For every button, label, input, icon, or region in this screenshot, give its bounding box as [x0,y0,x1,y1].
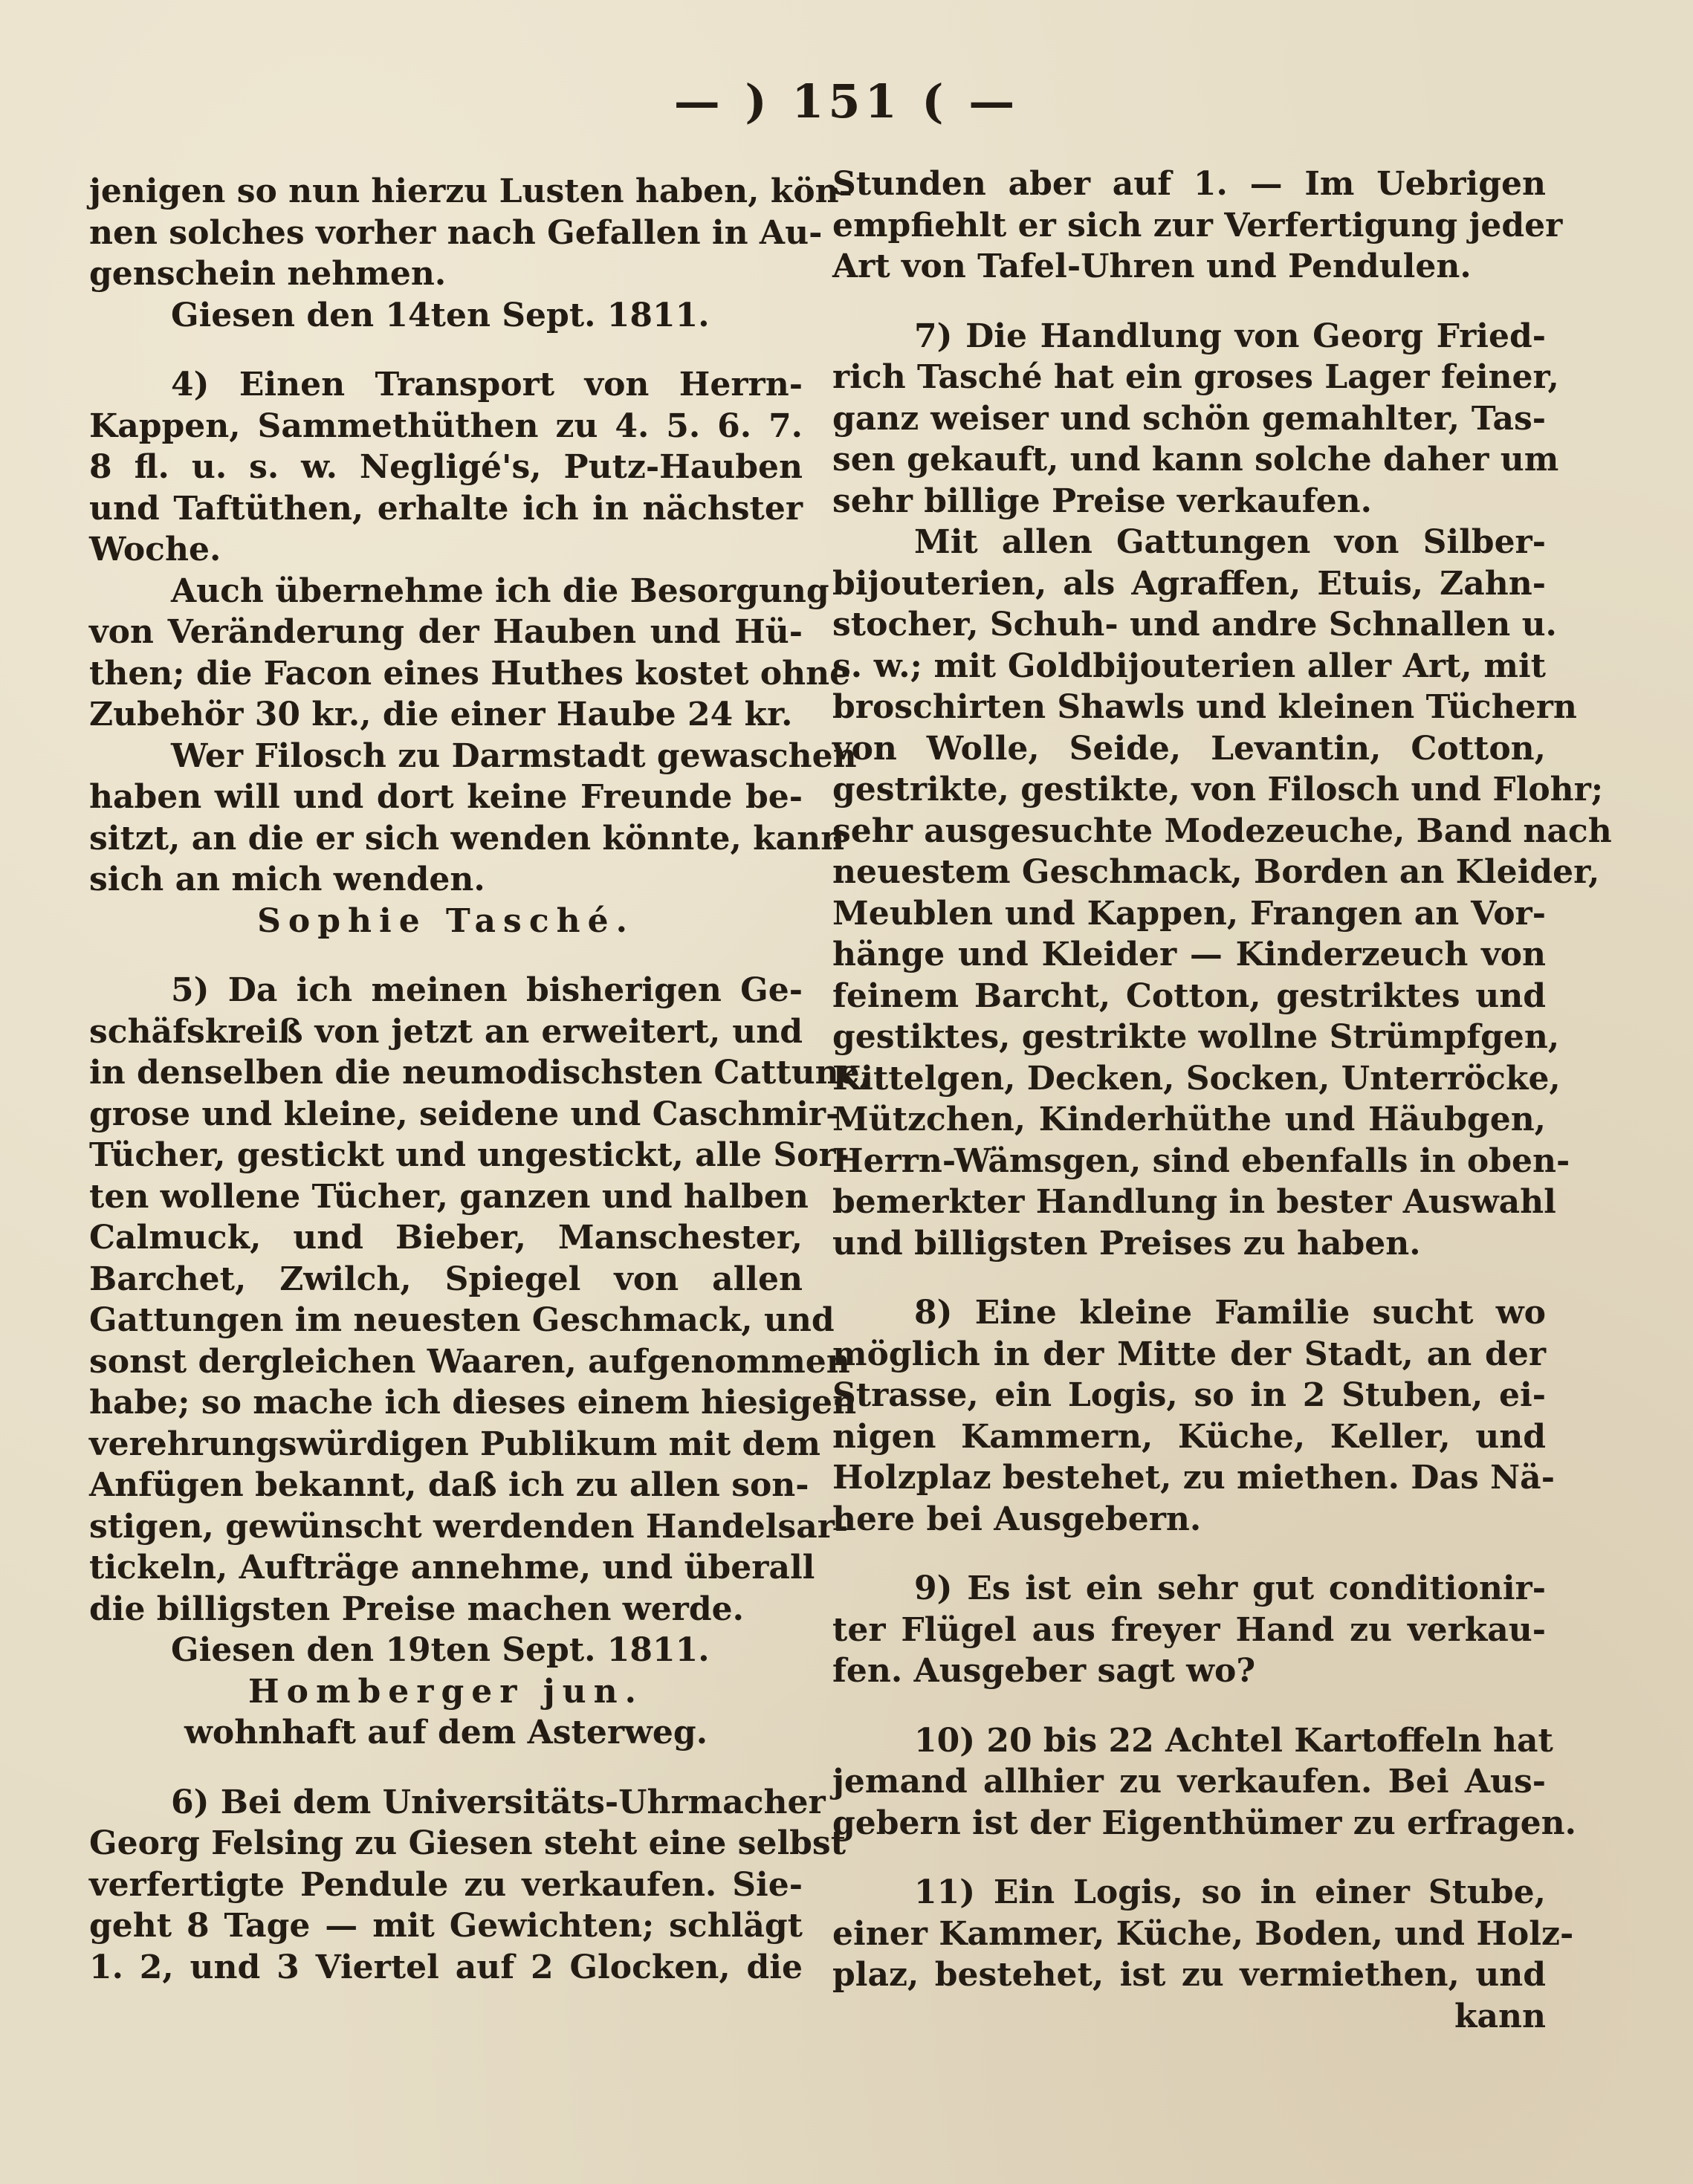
text-line: Giesen den 14ten Sept. 1811. [171,296,710,334]
text-line: Gattungen im neuesten Geschmack, und [89,1301,835,1339]
text-line: Art von Tafel-Uhren und Pendulen. [832,247,1472,285]
left-column [89,171,871,1988]
text-line: 6) Bei dem Universitäts-Uhrmacher [171,1783,826,1821]
text-line: wohnhaft auf dem Asterweg. [184,1714,708,1752]
text-line: sitzt, an die er sich wenden könnte, kann [89,819,845,858]
paragraph-gap [832,1264,1546,1292]
text-line: möglich in der Mitte der Stadt, an der [832,1335,1546,1373]
text-line: in denselben die neumodischsten Cattune, [89,1054,871,1092]
text-line: Zubehör 30 kr., die einer Haube 24 kr. [89,696,793,733]
text-line: bemerkter Handlung in bester Auswahl [832,1183,1556,1221]
text-line: 8 fl. u. s. w. Negligé's, Putz-Hauben [89,448,803,486]
text-line: nen solches vorher nach Gefallen in Au- [89,213,823,252]
text-line: Mit allen Gattungen von Silber- [914,523,1546,561]
text-line: 11) Ein Logis, so in einer Stube, [914,1873,1546,1911]
text-line: jemand allhier zu verkaufen. Bei Aus- [832,1763,1546,1801]
text-line: gestrikte, gestikte, von Filosch und Flohr; [832,771,1604,809]
text-line: Holzplaz bestehet, zu miethen. Das Nä- [832,1459,1555,1497]
text-line: Homberger jun. [248,1672,644,1711]
text-line: empfiehlt er sich zur Verfertigung jeder [832,206,1563,244]
text-line: schäfskreiß von jetzt an erweitert, und [89,1012,803,1051]
text-line: rich Tasché hat ein groses Lager feiner, [832,358,1559,396]
text-line: plaz, bestehet, ist zu vermiethen, und [832,1956,1546,1994]
text-line: Wer Filosch zu Darmstadt gewaschen [171,736,857,775]
text-line: feinem Barcht, Cotton, gestriktes und [832,976,1546,1015]
text-line: Mützchen, Kinderhüthe und Häubgen, [832,1101,1546,1138]
paragraph-gap [832,288,1546,316]
text-line: Meublen und Kappen, Frangen an Vor- [832,894,1546,933]
text-line: Auch übernehme ich die Besorgung [171,571,829,610]
text-line: sehr billige Preise verkaufen. [832,482,1372,520]
text-line: gebern ist der Eigenthümer zu erfragen. [832,1804,1576,1842]
text-line: ganz weiser und schön gemahlter, Tas- [832,399,1546,438]
text-line: tickeln, Aufträge annehme, und überall [89,1549,815,1587]
paragraph-gap [89,942,803,970]
text-line: here bei Ausgebern. [832,1500,1202,1538]
paragraph-gap [832,1844,1546,1872]
text-line: Sophie Tasché. [257,901,635,940]
text-line: broschirten Shawls und kleinen Tüchern [832,688,1577,726]
text-line: sich an mich wenden. [89,861,485,898]
text-line: verfertigte Pendule zu verkaufen. Sie- [89,1865,803,1904]
text-line: neuestem Geschmack, Borden an Kleider, [832,853,1600,891]
text-line: Herrn-Wämsgen, sind ebenfalls in oben- [832,1141,1570,1180]
text-line: Kittelgen, Decken, Socken, Unterröcke, [832,1059,1561,1098]
text-line: sonst dergleichen Waaren, aufgenommen [89,1342,850,1381]
text-line: bijouterien, als Agraffen, Etuis, Zahn- [832,564,1546,603]
text-line: 4) Einen Transport von Herrn- [171,366,803,404]
text-line: ter Flügel aus freyer Hand zu verkau- [832,1610,1546,1649]
text-line: haben will und dort keine Freunde be- [89,778,803,816]
text-line: Calmuck, und Bieber, Manschester, [89,1219,803,1257]
page-header: — ) 151 ( — [673,74,1020,129]
text-line: genschein nehmen. [89,255,447,293]
text-line: s. w.; mit Goldbijouterien aller Art, mit [832,647,1546,685]
text-line: Kappen, Sammethüthen zu 4. 5. 6. 7. [89,406,803,445]
text-line: verehrungswürdigen Publikum mit dem [89,1425,820,1463]
paragraph-gap [89,336,803,364]
text-line: 5) Da ich meinen bisherigen Ge- [171,971,803,1009]
text-line: von Veränderung der Hauben und Hü- [89,613,803,651]
text-line: grose und kleine, seidene und Caschmir- [89,1095,840,1133]
text-line: habe; so mache ich dieses einem hiesigen [89,1384,857,1422]
right-column [832,163,1612,2037]
text-line: von Wolle, Seide, Levantin, Cotton, [832,729,1546,768]
text-line: einer Kammer, Küche, Boden, und Holz- [832,1914,1574,1953]
text-line: jenigen so nun hierzu Lusten haben, kön- [89,172,852,210]
text-line: sen gekauft, und kann solche daher um [832,441,1559,479]
text-line: Woche. [89,531,221,568]
text-line: kann [1454,1997,1546,2035]
paragraph-gap [89,1754,803,1782]
text-line: stigen, gewünscht werdenden Handelsar- [89,1507,849,1546]
text-line: Giesen den 19ten Sept. 1811. [171,1631,710,1669]
text-line: Strasse, ein Logis, so in 2 Stuben, ei- [832,1376,1546,1414]
text-line: Barchet, Zwilch, Spiegel von allen [89,1260,803,1298]
text-line: sehr ausgesuchte Modezeuche, Band nach [832,811,1612,850]
text-line: then; die Facon eines Huthes kostet ohne [89,654,851,693]
text-line: die billigsten Preise machen werde. [89,1590,744,1628]
text-line: gestiktes, gestrikte wollne Strümpfgen, [832,1018,1560,1056]
text-line: Anfügen bekannt, daß ich zu allen son- [89,1466,809,1504]
text-line: Stunden aber auf 1. — Im Uebrigen [832,165,1546,203]
text-line: fen. Ausgeber sagt wo? [832,1652,1256,1690]
text-line: geht 8 Tage — mit Gewichten; schlägt [89,1907,803,1945]
text-line: 10) 20 bis 22 Achtel Kartoffeln hat [914,1721,1553,1760]
text-line: Tücher, gestickt und ungestickt, alle Sor- [89,1136,849,1174]
text-line: 9) Es ist ein sehr gut conditionir- [914,1569,1546,1607]
text-line: ten wollene Tücher, ganzen und halben [89,1177,809,1216]
text-line: und billigsten Preises zu haben. [832,1224,1421,1263]
text-line: hänge und Kleider — Kinderzeuch von [832,936,1546,973]
text-line: und Taftüthen, erhalte ich in nächster [89,489,803,528]
paragraph-gap [832,1692,1546,1720]
text-line: stocher, Schuh- und andre Schnallen u. [832,606,1557,644]
text-line: Georg Felsing zu Giesen steht eine selbst [89,1824,846,1862]
text-line: 1. 2, und 3 Viertel auf 2 Glocken, die [89,1948,803,1986]
paragraph-gap [832,1540,1546,1568]
text-line: 8) Eine kleine Familie sucht wo [914,1294,1546,1332]
text-line: 7) Die Handlung von Georg Fried- [914,317,1546,355]
text-line: nigen Kammern, Küche, Keller, und [832,1417,1546,1456]
